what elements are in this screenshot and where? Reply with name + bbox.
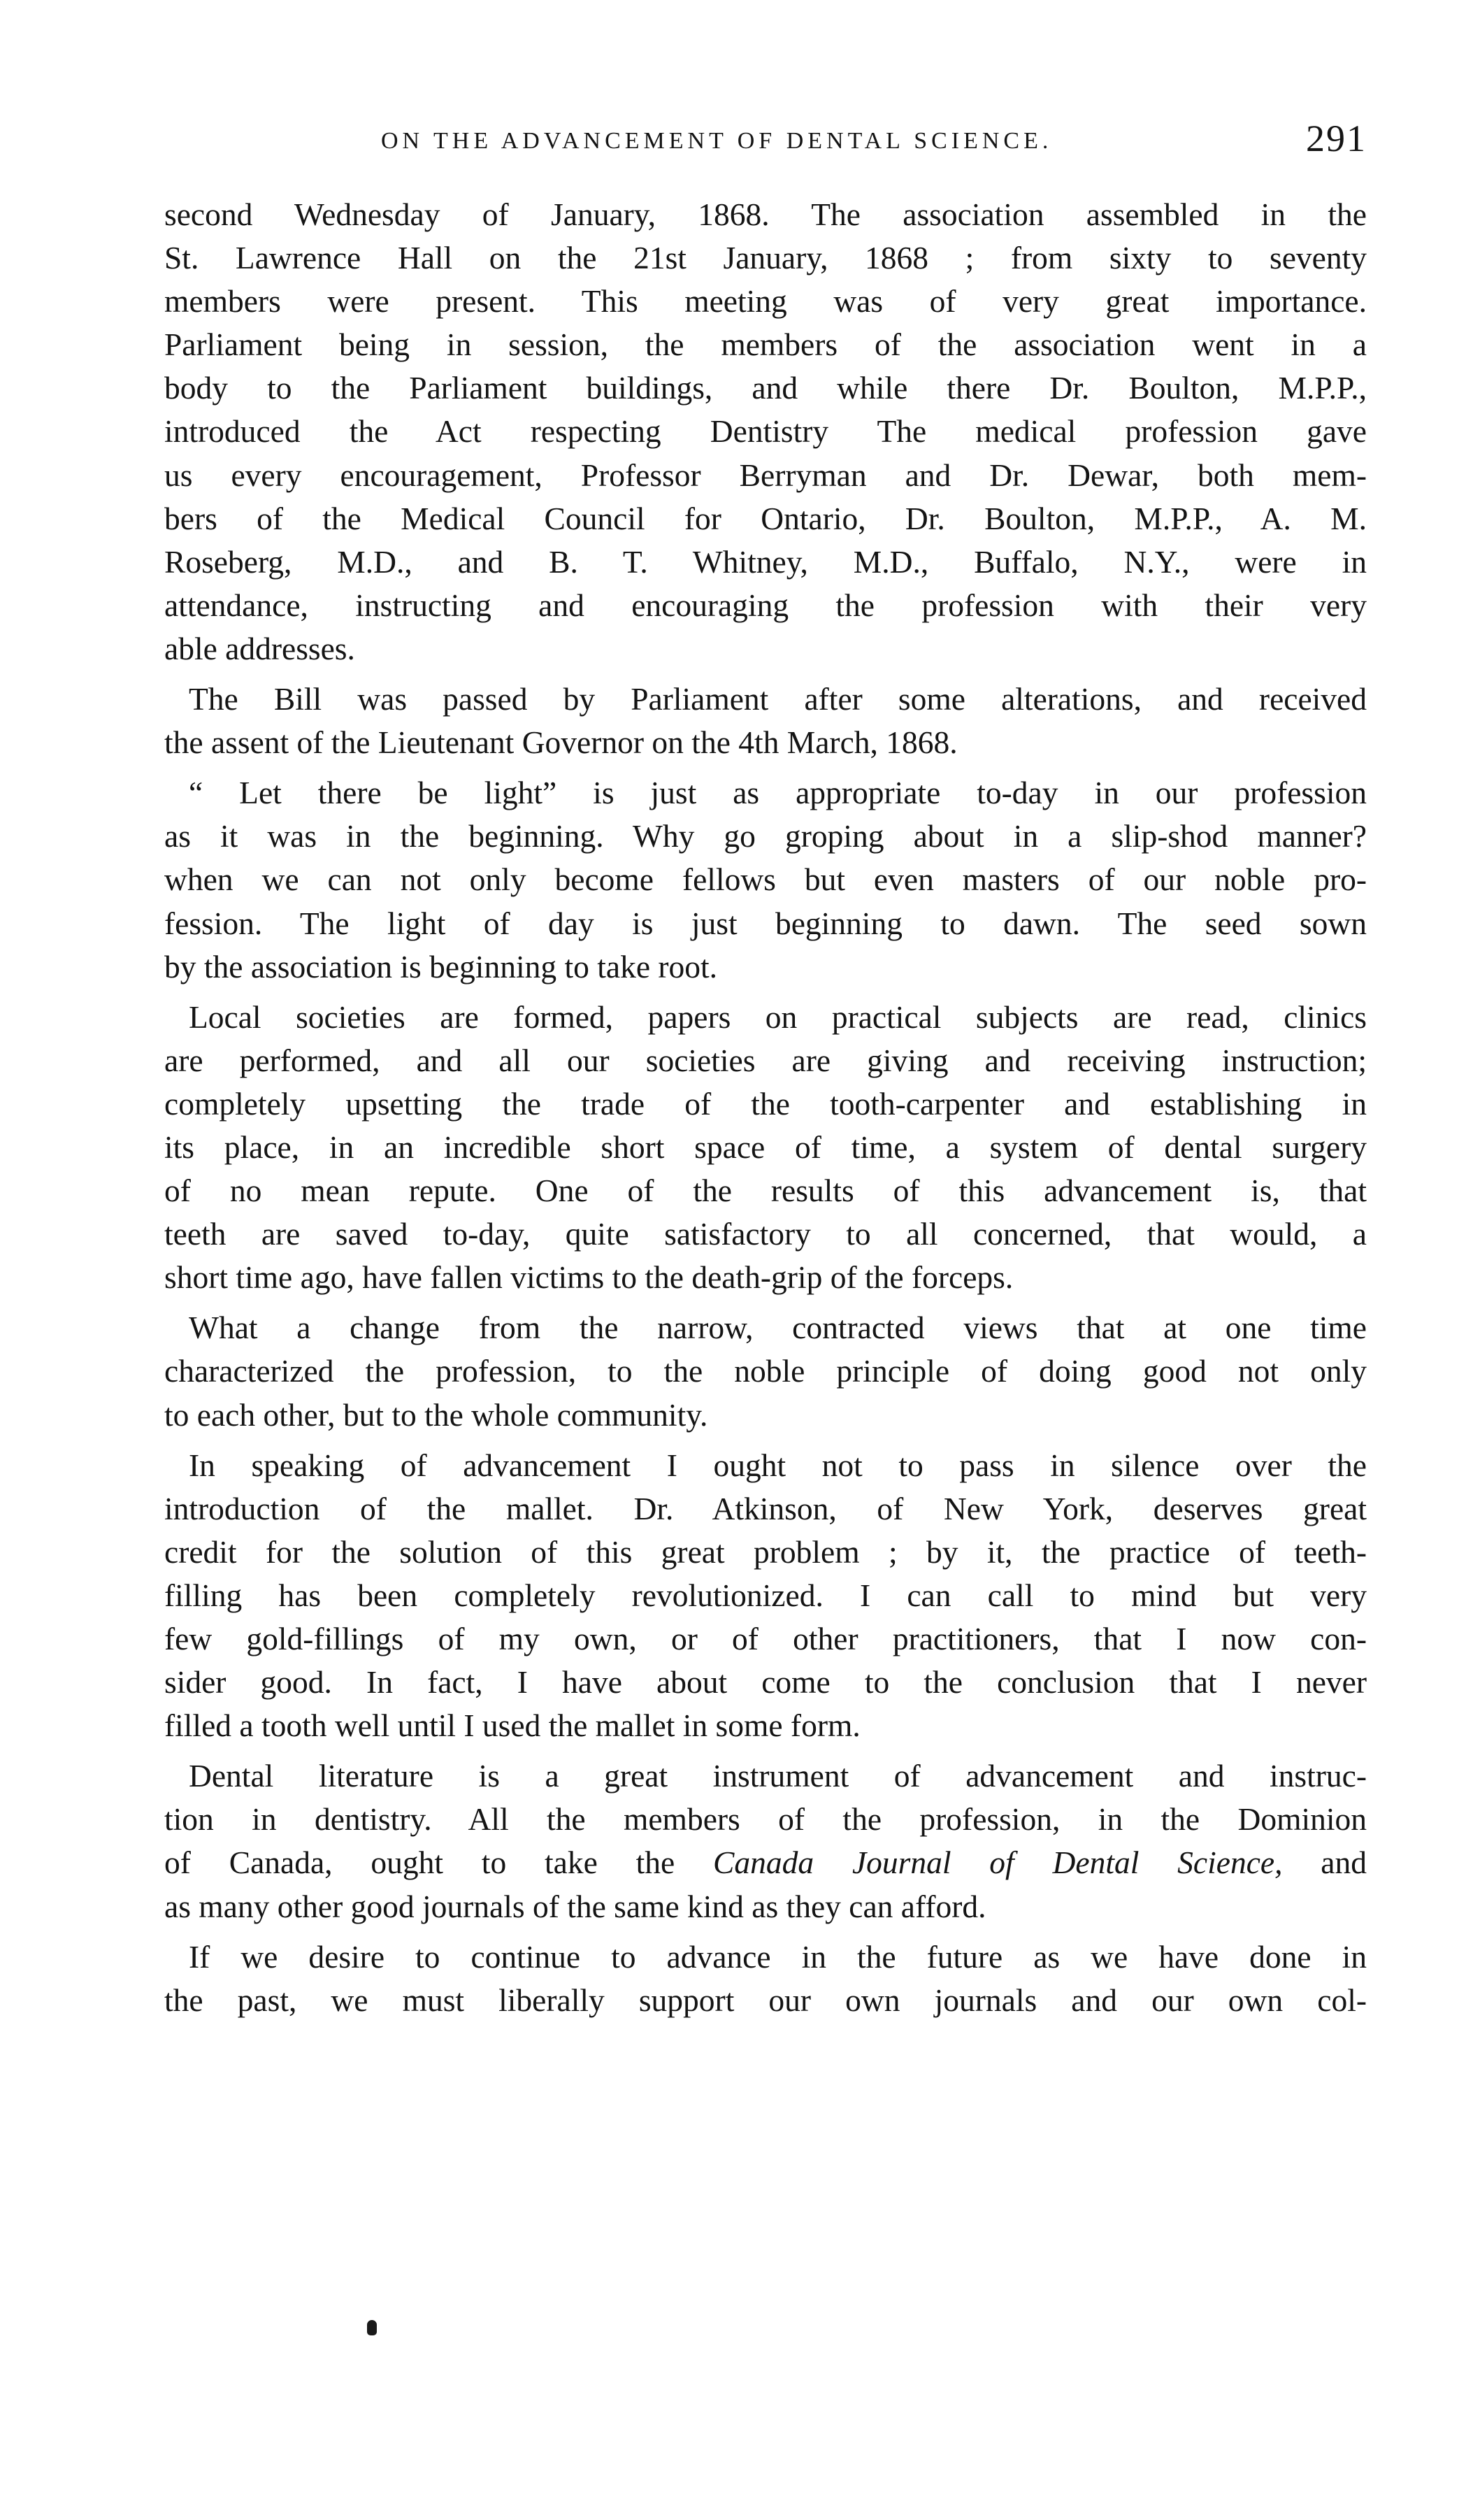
text-line: are performed, and all our societies are giving and receiving instruction; (164, 1042, 1367, 1078)
text-line: by the association is beginning to take root. (164, 948, 718, 985)
text-line: fession. The light of day is just beginning to dawn. The seed sown (164, 905, 1367, 941)
text-line: able addresses. (164, 630, 355, 666)
text-run: and (1282, 1845, 1367, 1881)
text-line: when we can not only become fellows but even masters of our noble pro- (164, 861, 1367, 898)
running-head: ON THE ADVANCEMENT OF DENTAL SCIENCE. (381, 128, 1053, 154)
text-line: If we desire to continue to advance in the future as we have done in (189, 1938, 1367, 1975)
text-line: filled a tooth well until I used the mallet in some form. (164, 1708, 861, 1744)
paragraph (164, 1444, 1367, 1748)
paragraph (164, 193, 1367, 671)
paragraph (164, 1754, 1367, 1928)
page-number: 291 (1306, 117, 1367, 159)
paragraph (164, 678, 1367, 764)
text-line: St. Lawrence Hall on the 21st January, 1868 ; from sixty to seventy (164, 240, 1367, 276)
text-line: The Bill was passed by Parliament after some alterations, and received (189, 681, 1367, 717)
text-line: attendance, instructing and encouraging the profession with their very (164, 587, 1367, 623)
text-line: teeth are saved to-day, quite satisfactory to all concerned, that would, a (164, 1216, 1367, 1252)
text-line: introduced the Act respecting Dentistry The medical profession gave (164, 413, 1367, 450)
text-line: tion in dentistry. All the members of the profession, in the Dominion (164, 1801, 1367, 1838)
text-line: Roseberg, M.D., and B. T. Whitney, M.D., Buffalo, N.Y., were in (164, 543, 1367, 580)
text-line: few gold-fillings of my own, or of other practitioners, that I now con- (164, 1621, 1367, 1656)
paragraph (164, 996, 1367, 1300)
text-line (164, 1841, 1367, 1884)
text-line: as many other good journals of the same kind as they can afford. (164, 1888, 986, 1924)
page-header (164, 115, 1367, 164)
text-line: members were present. This meeting was of very great importance. (164, 283, 1367, 320)
text-line: filling has been completely revolutionized. I can call to mind but very (164, 1577, 1367, 1613)
text-line: introduction of the mallet. Dr. Atkinson, of New York, deserves great (164, 1490, 1367, 1526)
text-line: credit for the solution of this great problem ; by it, the practice of teeth- (164, 1533, 1367, 1570)
text-line: What a change from the narrow, contracted views that at one time (189, 1310, 1367, 1346)
text-line: us every encouragement, Professor Berryman and Dr. Dewar, both mem- (164, 457, 1367, 493)
paragraph (164, 1306, 1367, 1436)
text-line: the past, we must liberally support our own journals and our own col- (164, 1982, 1367, 2018)
text-line: characterized the profession, to the noble principle of doing good not only (164, 1353, 1367, 1389)
text-line: second Wednesday of January, 1868. The association assembled in the (164, 196, 1367, 232)
text-line: In speaking of advancement I ought not to pass in silence over the (189, 1447, 1367, 1483)
text-line: “ Let there be light” is just as appropriate to-day in our profession (189, 775, 1367, 811)
text-line: Dental literature is a great instrument of advancement and instruc- (189, 1758, 1367, 1794)
paragraph (164, 1935, 1367, 2022)
text-line: the assent of the Lieutenant Governor on the 4th March, 1868. (164, 724, 958, 761)
text-line: to each other, but to the whole community. (164, 1396, 708, 1433)
text-line: Parliament being in session, the members of the association went in a (164, 327, 1367, 363)
text-line: its place, in an incredible short space of time, a system of dental surgery (164, 1129, 1367, 1165)
text-line: completely upsetting the trade of the tooth-carpenter and establishing in (164, 1085, 1367, 1122)
journal-title: Canada Journal of Dental Science, (713, 1845, 1283, 1881)
text-run: of Canada, ought to take the (164, 1845, 714, 1881)
text-line: bers of the Medical Council for Ontario, Dr. Boulton, M.P.P., A. M. (164, 500, 1367, 536)
paragraph (164, 771, 1367, 988)
text-line: as it was in the beginning. Why go groping about in a slip-shod manner? (164, 818, 1367, 854)
text-line: Local societies are formed, papers on practical subjects are read, clinics (189, 998, 1367, 1035)
body-text (164, 193, 1367, 2029)
text-line: short time ago, have fallen victims to the death-grip of the forceps. (164, 1259, 1014, 1296)
text-line: sider good. In fact, I have about come to the conclusion that I never (164, 1664, 1367, 1701)
ink-blot (367, 2320, 377, 2335)
text-line: body to the Parliament buildings, and while there Dr. Boulton, M.P.P., (164, 370, 1367, 406)
text-line: of no mean repute. One of the results of this advancement is, that (164, 1173, 1367, 1209)
